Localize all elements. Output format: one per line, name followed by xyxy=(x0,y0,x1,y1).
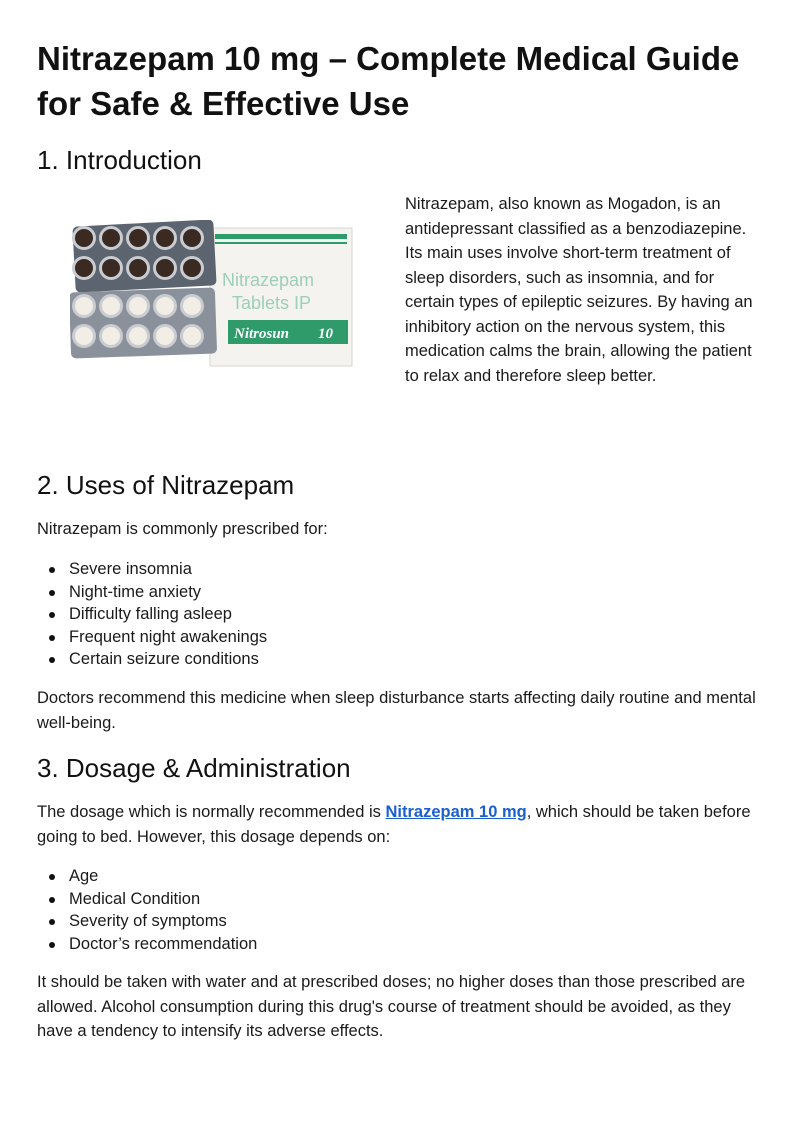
tablet xyxy=(75,297,93,315)
tablet xyxy=(183,327,201,345)
brand-name: Nitrosun xyxy=(234,326,290,342)
list-item: Difficulty falling asleep xyxy=(69,603,267,626)
section-heading-uses: 2. Uses of Nitrazepam xyxy=(37,470,295,500)
box-label-line2: Tablets IP xyxy=(232,293,312,313)
list-item: Medical Condition xyxy=(69,888,257,911)
tablet xyxy=(102,229,120,247)
tablet xyxy=(129,327,147,345)
tablet xyxy=(156,229,174,247)
uses-lead: Nitrazepam is commonly prescribed for: xyxy=(37,520,328,538)
intro-paragraph: Nitrazepam, also known as Mogadon, is an antidepressant classified as a benzodiazepine. Its main uses involve short-term treatment of sleep disorders, such as insomnia, and for certain types of epileptic seizures. By having an inhibitory action on the nervous system, this medication calms the brain, allowing the patient to relax and therefore sleep better. xyxy=(405,195,753,385)
list-item: Frequent night awakenings xyxy=(69,626,267,649)
dosage-factors-list xyxy=(37,865,257,955)
list-item: Certain seizure conditions xyxy=(69,648,267,671)
tablet xyxy=(183,229,201,247)
dosage-lead-text-after: , which should be taken before going to bed. However, this dosage depends on: xyxy=(37,803,751,846)
list-item: Night-time anxiety xyxy=(69,581,267,604)
tablet xyxy=(129,259,147,277)
tablet xyxy=(156,297,174,315)
tablet xyxy=(183,297,201,315)
list-item: Severe insomnia xyxy=(69,558,267,581)
list-item: Doctor’s recommendation xyxy=(69,933,257,956)
list-item: Age xyxy=(69,865,257,888)
uses-list xyxy=(37,558,267,671)
nitrazepam-package-image xyxy=(70,220,355,370)
section-heading-introduction: 1. Introduction xyxy=(37,145,202,175)
tablet xyxy=(75,229,93,247)
page-title: Nitrazepam 10 mg – Complete Medical Guide for Safe & Effective Use xyxy=(37,40,740,122)
list-item: Severity of symptoms xyxy=(69,910,257,933)
tablet xyxy=(129,297,147,315)
tablet xyxy=(183,259,201,277)
tablet xyxy=(75,259,93,277)
section-heading-dosage: 3. Dosage & Administration xyxy=(37,753,351,783)
tablet xyxy=(102,297,120,315)
tablet xyxy=(156,259,174,277)
tablet xyxy=(156,327,174,345)
dosage-lead-text: The dosage which is normally recommended is xyxy=(37,803,386,821)
tablet xyxy=(75,327,93,345)
brand-strength: 10 xyxy=(318,326,333,342)
uses-closing: Doctors recommend this medicine when sleep disturbance starts affecting daily routine and mental well-being. xyxy=(37,689,756,732)
box-label-line1: Nitrazepam xyxy=(222,270,315,290)
nitrazepam-10mg-link[interactable]: Nitrazepam 10 mg xyxy=(385,803,527,821)
dosage-lead xyxy=(37,800,757,849)
dosage-closing: It should be taken with water and at prescribed doses; no higher doses than those prescribed are allowed. Alcohol consumption during this drug's course of treatment should be avoided, as they have a tendency to intensify its adverse effects. xyxy=(37,973,746,1040)
tablet xyxy=(102,259,120,277)
tablet xyxy=(102,327,120,345)
tablet xyxy=(129,229,147,247)
